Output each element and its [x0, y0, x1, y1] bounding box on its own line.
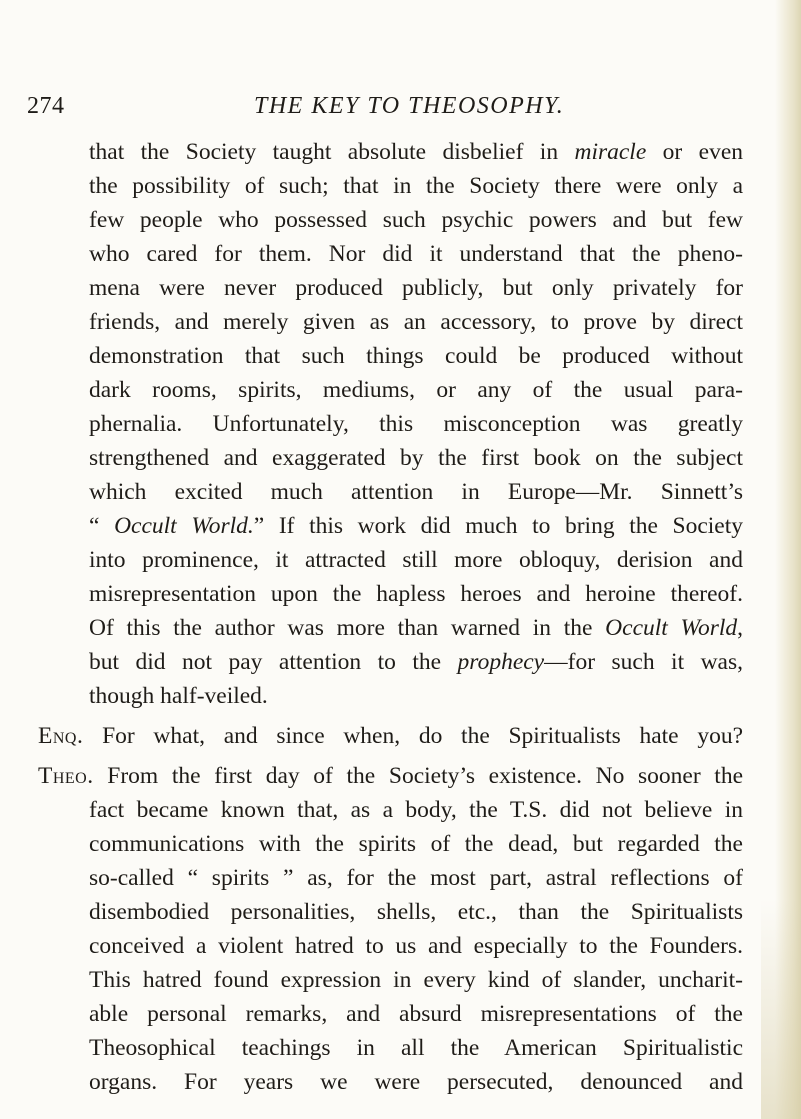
- text-line: into prominence, it attracted still more obloquy, derision and: [89, 547, 743, 573]
- text-line: strengthened and exaggerated by the first book on the subject: [89, 445, 743, 471]
- text-line: fact became known that, as a body, the T.S. did not believe in: [89, 797, 743, 823]
- text-line: misrepresentation upon the hapless heroes and heroine thereof.: [89, 581, 743, 607]
- text-line: which excited much attention in Europe—Mr. Sinnett’s: [89, 479, 743, 505]
- speaker-label: Enq.: [38, 723, 84, 749]
- text-line: friends, and merely given as an accessory, to prove by direct: [89, 309, 743, 335]
- text-line: few people who possessed such psychic powers and but few: [89, 207, 743, 233]
- text-line: though half-veiled.: [89, 683, 268, 709]
- text-line: so-called “ spirits ” as, for the most part, astral reflections of: [89, 865, 743, 891]
- text-line: mena were never produced publicly, but only privately for: [89, 275, 743, 301]
- text-line: phernalia. Unfortunately, this misconception was greatly: [89, 411, 743, 437]
- text-line: This hatred found expression in every kind of slander, uncharit-: [89, 967, 743, 993]
- text-line: dark rooms, spirits, mediums, or any of the usual para-: [89, 377, 743, 403]
- text-line: “ Occult World.” If this work did much to bring the Society: [89, 513, 744, 539]
- text-line: Of this the author was more than warned in the Occult World,: [89, 615, 744, 641]
- page-edge-stain: [761, 899, 801, 1119]
- text-line: communications with the spirits of the dead, but regarded the: [89, 831, 743, 857]
- text-line: that the Society taught absolute disbelief in miracle or even: [89, 139, 744, 165]
- text-line: able personal remarks, and absurd misrepresentations of the: [89, 1001, 743, 1027]
- theo-line: Theo. From the first day of the Society’s existence. No sooner the: [38, 763, 744, 789]
- text-line: organs. For years we were persecuted, denounced and: [89, 1069, 743, 1095]
- enq-line: Enq. For what, and since when, do the Spiritualists hate you?: [38, 723, 744, 749]
- page-header: [27, 88, 747, 128]
- text-line: demonstration that such things could be produced without: [89, 343, 743, 369]
- text-line: who cared for them. Nor did it understand that the pheno-: [89, 241, 743, 267]
- text-line: Theosophical teachings in all the American Spiritualistic: [89, 1035, 743, 1061]
- text-line: disembodied personalities, shells, etc., than the Spiritualists: [89, 899, 743, 925]
- text-line: the possibility of such; that in the Society there were only a: [89, 173, 743, 199]
- speaker-label: Theo.: [38, 763, 94, 789]
- page-number: 274: [27, 93, 65, 119]
- text-line: but did not pay attention to the prophecy—for such it was,: [89, 649, 743, 675]
- text-line: conceived a violent hatred to us and especially to the Founders.: [89, 933, 743, 959]
- running-title: THE KEY TO THEOSOPHY.: [254, 93, 565, 119]
